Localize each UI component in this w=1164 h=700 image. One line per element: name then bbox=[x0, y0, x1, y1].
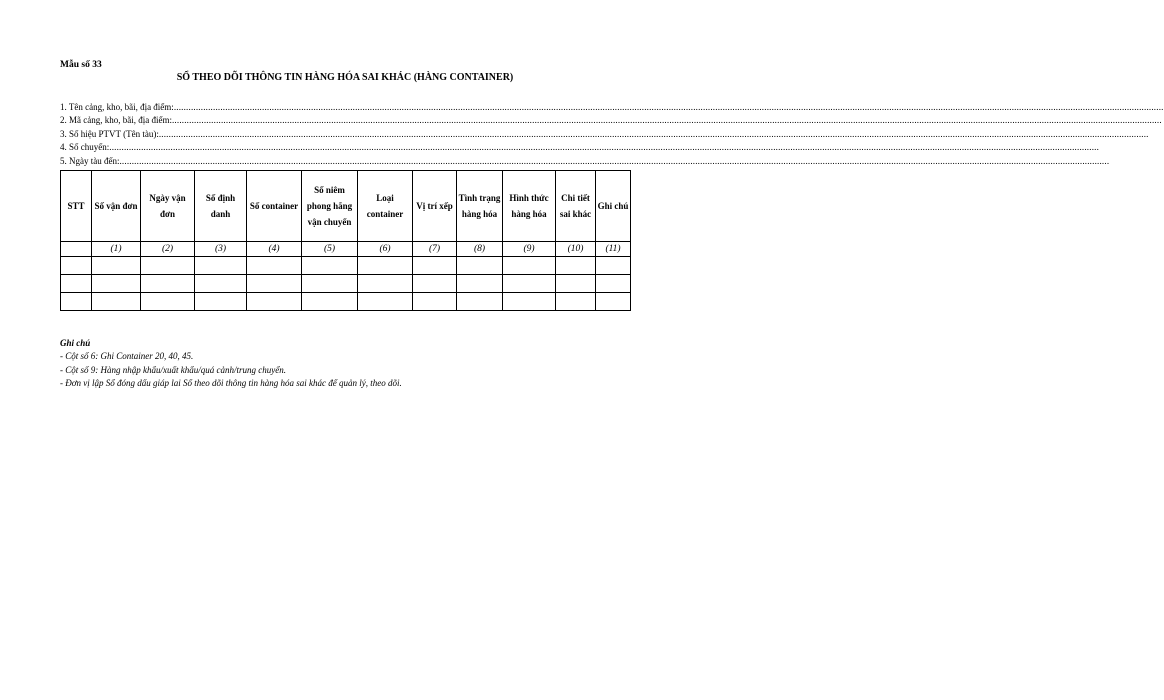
table-row bbox=[61, 256, 631, 274]
table-cell bbox=[92, 274, 141, 292]
table-cell bbox=[457, 256, 503, 274]
table-cell bbox=[596, 256, 631, 274]
field-voyage-number bbox=[60, 139, 1100, 153]
field-label: 1. Tên cảng, kho, bãi, địa điểm: bbox=[60, 101, 174, 112]
field-label: 3. Số hiệu PTVT (Tên tàu): bbox=[60, 128, 159, 139]
table-cell bbox=[302, 274, 358, 292]
notes-title: Ghi chú bbox=[60, 337, 91, 348]
table-cell bbox=[92, 256, 141, 274]
table-cell bbox=[247, 256, 302, 274]
field-vessel-id bbox=[60, 125, 1149, 139]
col-header-bill-number: Số vận đơn bbox=[92, 170, 141, 241]
fill-line: .................................................................................................................................................................................................................................................................................................................................................................................................................... bbox=[109, 142, 1100, 152]
col-number: (10) bbox=[556, 241, 596, 256]
fill-line: .................................................................................................................................................................................................................................................................................................................................................................................................................... bbox=[158, 128, 1149, 139]
col-header-seal-number: Số niêm phong hãng vận chuyển bbox=[302, 170, 358, 241]
table-cell bbox=[61, 274, 92, 292]
col-number: (8) bbox=[457, 241, 503, 256]
field-label: 5. Ngày tàu đến: bbox=[60, 155, 120, 166]
note-item: - Đơn vị lập Sổ đóng dấu giáp lai Sổ theo dõi thông tin hàng hóa sai khác để quản lý, theo dõi. bbox=[60, 378, 402, 388]
col-header-goods-form: Hình thức hàng hóa bbox=[503, 170, 556, 241]
col-header-identifier: Số định danh bbox=[195, 170, 247, 241]
table-cell bbox=[61, 292, 92, 310]
table-cell bbox=[457, 274, 503, 292]
field-arrival-date bbox=[60, 152, 1110, 166]
col-number: (3) bbox=[195, 241, 247, 256]
table-cell bbox=[556, 274, 596, 292]
table-cell bbox=[413, 256, 457, 274]
col-number: (11) bbox=[596, 241, 631, 256]
col-number: (1) bbox=[92, 241, 141, 256]
col-header-container-number: Số container bbox=[247, 170, 302, 241]
table-header-row bbox=[61, 170, 631, 241]
col-number: (7) bbox=[413, 241, 457, 256]
col-header-position: Vị trí xếp bbox=[413, 170, 457, 241]
col-number: (5) bbox=[302, 241, 358, 256]
note-item: - Cột số 9: Hàng nhập khẩu/xuất khẩu/quá cảnh/trung chuyển. bbox=[60, 364, 286, 375]
col-header-discrepancy-detail: Chi tiết sai khác bbox=[556, 170, 596, 241]
document-title: SỔ THEO DÕI THÔNG TIN HÀNG HÓA SAI KHÁC (HÀNG CONTAINER) bbox=[176, 72, 514, 83]
table-cell bbox=[141, 292, 195, 310]
field-port-code bbox=[60, 112, 1162, 126]
table-cell bbox=[195, 292, 247, 310]
table-cell bbox=[302, 292, 358, 310]
table-cell bbox=[503, 292, 556, 310]
table-cell bbox=[358, 256, 413, 274]
table-cell bbox=[247, 292, 302, 310]
col-header-container-type: Loại container bbox=[358, 170, 413, 241]
col-header-goods-condition: Tình trạng hàng hóa bbox=[457, 170, 503, 241]
table-cell bbox=[358, 292, 413, 310]
table-cell bbox=[141, 274, 195, 292]
field-label: 4. Số chuyến: bbox=[60, 142, 110, 152]
table-cell bbox=[503, 256, 556, 274]
table-cell bbox=[556, 292, 596, 310]
col-number bbox=[61, 241, 92, 256]
header-fields bbox=[60, 98, 1164, 166]
col-header-bill-date: Ngày vận đơn bbox=[141, 170, 195, 241]
table-cell bbox=[195, 274, 247, 292]
table-number-row bbox=[61, 241, 631, 256]
form-number: Mẫu số 33 bbox=[60, 60, 102, 70]
table-row bbox=[61, 292, 631, 310]
document-page bbox=[60, 60, 1164, 391]
notes-section bbox=[60, 337, 630, 391]
table-cell bbox=[358, 274, 413, 292]
fill-line: .................................................................................................................................................................................................................................................................................................................................................................................................................... bbox=[119, 155, 1110, 166]
table-cell bbox=[247, 274, 302, 292]
table-cell bbox=[413, 274, 457, 292]
col-header-stt: STT bbox=[61, 170, 92, 241]
field-port-name bbox=[60, 98, 1164, 112]
discrepancy-table bbox=[60, 170, 631, 311]
note-item: - Cột số 6: Ghi Container 20, 40, 45. bbox=[60, 351, 194, 361]
fill-line: .................................................................................................................................................................................................................................................................................................................................................................................................................... bbox=[171, 115, 1162, 125]
table-cell bbox=[596, 274, 631, 292]
col-header-note: Ghi chú bbox=[596, 170, 631, 241]
table-cell bbox=[596, 292, 631, 310]
col-number: (6) bbox=[358, 241, 413, 256]
col-number: (2) bbox=[141, 241, 195, 256]
table-cell bbox=[457, 292, 503, 310]
table-cell bbox=[302, 256, 358, 274]
table-cell bbox=[503, 274, 556, 292]
table-cell bbox=[195, 256, 247, 274]
col-number: (9) bbox=[503, 241, 556, 256]
table-cell bbox=[61, 256, 92, 274]
table-cell bbox=[141, 256, 195, 274]
fill-line: .................................................................................................................................................................................................................................................................................................................................................................................................................... bbox=[173, 101, 1164, 112]
table-cell bbox=[413, 292, 457, 310]
table-cell bbox=[92, 292, 141, 310]
table-row bbox=[61, 274, 631, 292]
col-number: (4) bbox=[247, 241, 302, 256]
table-cell bbox=[556, 256, 596, 274]
field-label: 2. Mã cảng, kho, bãi, địa điểm: bbox=[60, 115, 172, 125]
